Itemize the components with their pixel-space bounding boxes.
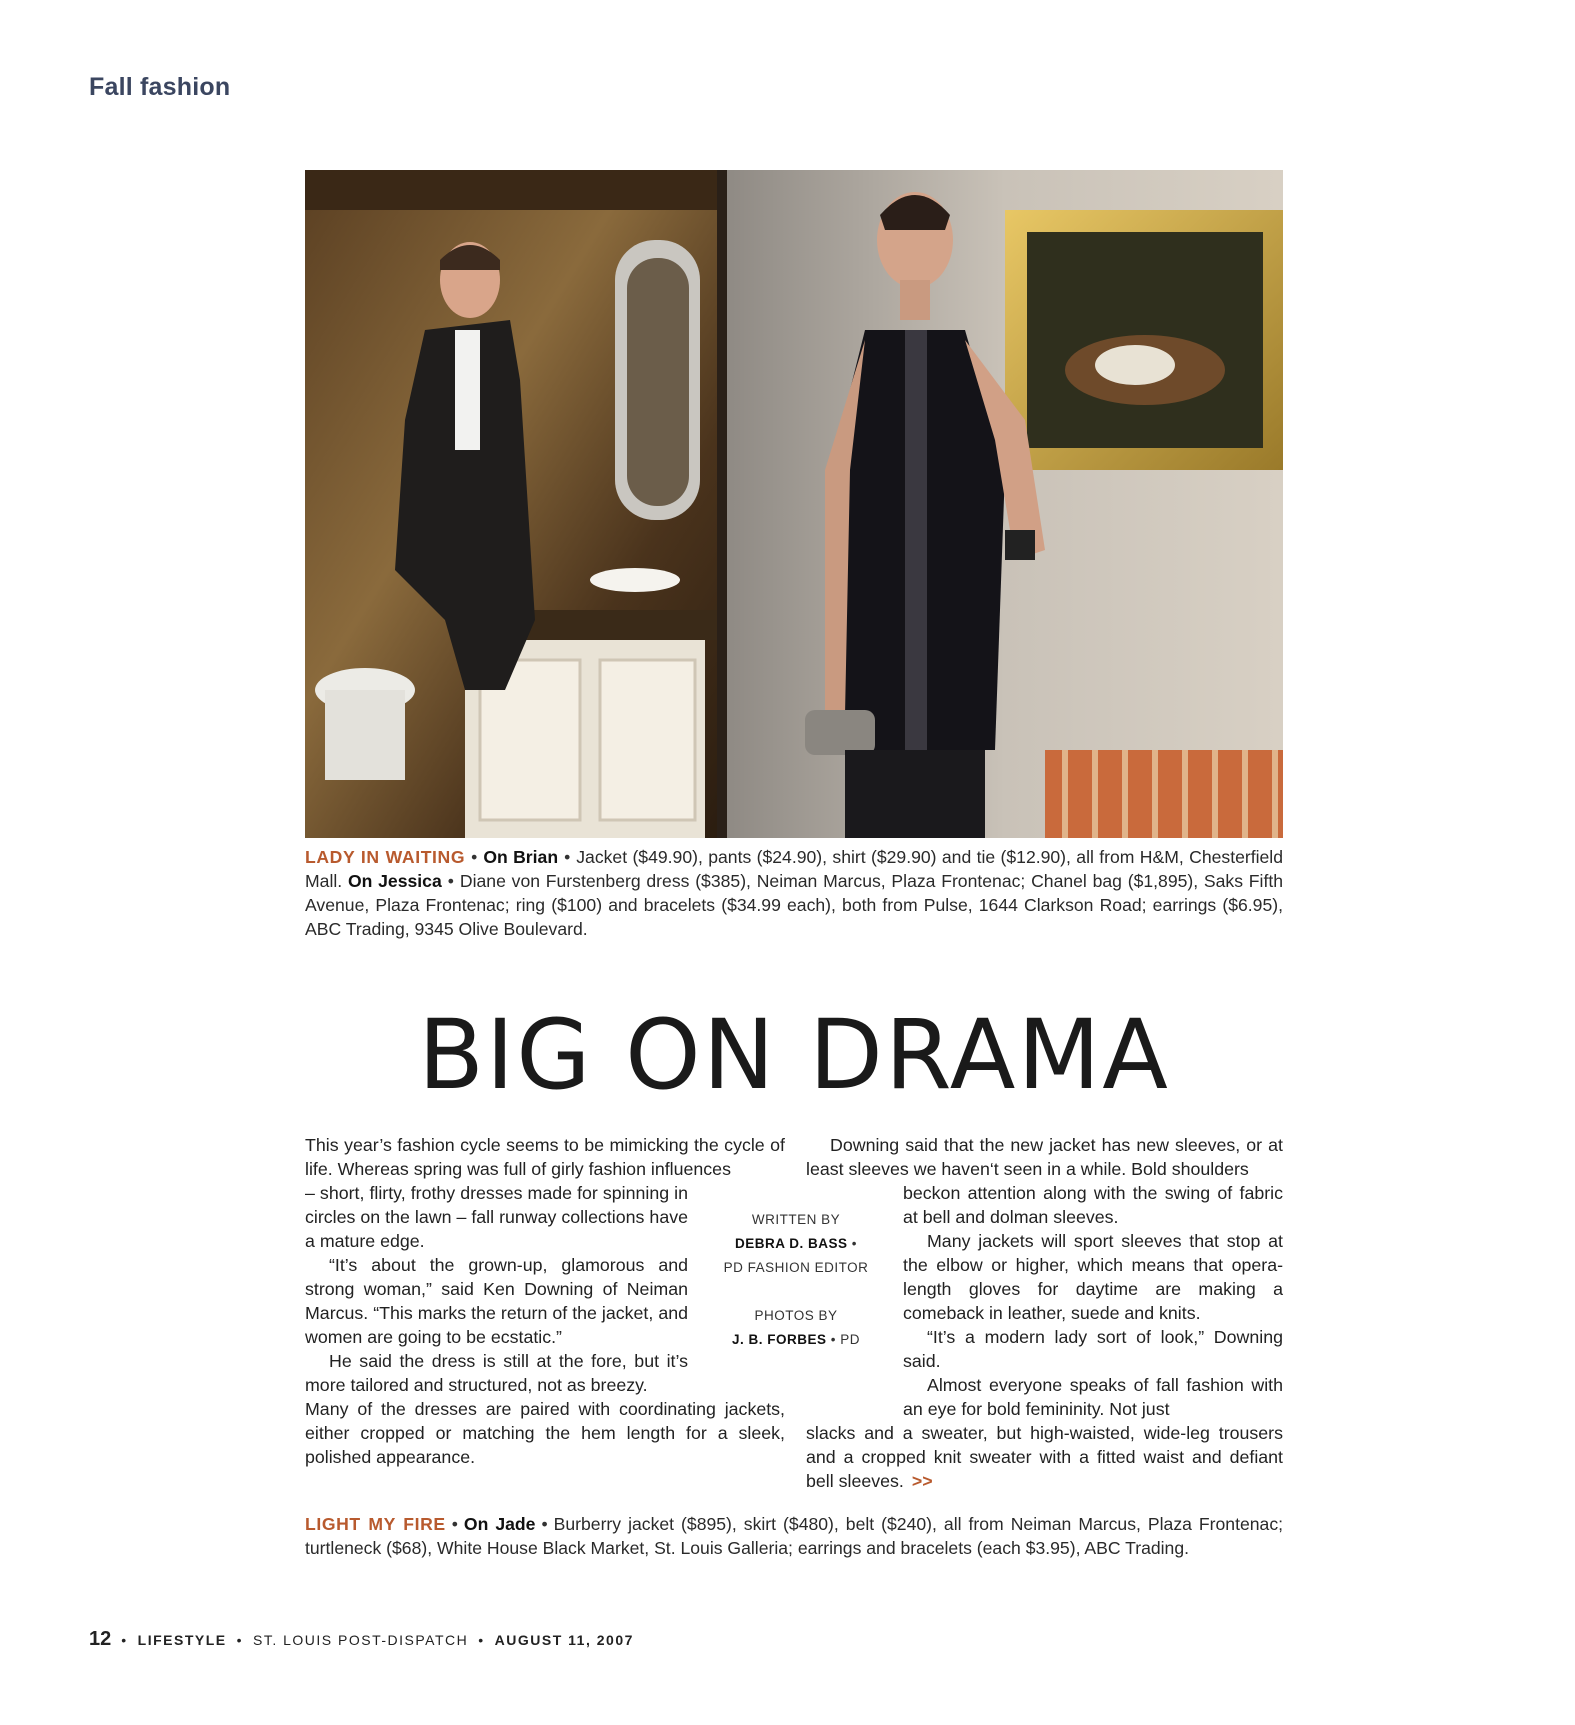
bullet: •	[541, 1514, 548, 1534]
bullet: •	[447, 871, 454, 891]
bullet: •	[830, 1332, 836, 1347]
section-label: Fall fashion	[89, 73, 231, 101]
paragraph: Almost everyone speaks of fall fashion with an eye for bold femininity. Not just	[903, 1375, 1283, 1419]
bullet: •	[451, 1514, 458, 1534]
bullet: •	[471, 847, 478, 867]
feature-photo	[305, 170, 1283, 838]
bullet: •	[236, 1632, 244, 1648]
paragraph: – short, flirty, frothy dresses made for spinning in circles on the lawn – fall runway collections have a mature edge.	[305, 1183, 688, 1251]
paragraph: He said the dress is still at the fore, but it’s more tailored and structured, not as breezy.	[305, 1351, 688, 1395]
caption-text-jessica: Diane von Furstenberg dress ($385), Neiman Marcus, Plaza Frontenac; Chanel bag ($1,895), Saks Fifth Avenue, Plaza Frontenac; ring ($100) and bracelets ($34.99 each), both from Pulse, 1644 Clarkson Road; earrings ($6.95), ABC Trading, 9345 Olive Boulevard.	[305, 871, 1284, 939]
written-by-label: WRITTEN BY	[751, 1212, 841, 1227]
caption-tag: LIGHT MY FIRE	[305, 1514, 446, 1534]
paragraph: slacks and a sweater, but high-waisted, wide-leg trousers and a cropped knit sweater with a fitted waist and defiant bell sleeves. >>	[806, 1423, 1283, 1491]
caption-name-jade: On Jade	[463, 1514, 536, 1534]
page-footer	[89, 1628, 634, 1651]
footer-publication: ST. LOUIS POST-DISPATCH	[253, 1632, 469, 1648]
photos-by-label: PHOTOS BY	[754, 1308, 838, 1323]
caption-text-jade: Burberry jacket ($895), skirt ($480), belt ($240), all from Neiman Marcus, Plaza Frontenac; turtleneck ($68), White House Black Market, St. Louis Galleria; earrings and bracelets (each $3.95), ABC Trading.	[305, 1514, 1284, 1558]
bullet: •	[121, 1632, 128, 1648]
bullet: •	[478, 1632, 485, 1648]
author-title: PD FASHION EDITOR	[723, 1260, 869, 1275]
footer-section: LIFESTYLE	[137, 1632, 227, 1648]
page-number: 12	[89, 1628, 112, 1650]
caption-name-brian: On Brian	[483, 847, 559, 867]
headline: BIG ON DRAMA	[418, 999, 1170, 1111]
bullet: •	[564, 847, 571, 867]
footer-date: AUGUST 11, 2007	[494, 1632, 634, 1648]
caption-text-brian: Jacket ($49.90), pants ($24.90), shirt ($29.90) and tie ($12.90), all from H&M, Chesterfield Mall.	[305, 847, 1284, 891]
paragraph: Many jackets will sport sleeves that stop at the elbow or higher, which means that opera-length gloves for daytime are making a comeback in leather, suede and knits.	[903, 1231, 1283, 1323]
photo-caption-bottom	[305, 1512, 1283, 1560]
paragraph: “It’s about the grown-up, glamorous and strong woman,” said Ken Downing of Neiman Marcus. “This marks the return of the jacket, and women are going to be ecstatic.”	[305, 1255, 688, 1347]
photographer-name: J. B. FORBES	[731, 1332, 827, 1347]
caption-name-jessica: On Jessica	[347, 871, 442, 891]
paragraph: This year’s fashion cycle seems to be mimicking the cycle of life. Whereas spring was full of girly fashion influences	[305, 1135, 785, 1179]
photo-caption-top	[305, 845, 1283, 941]
paragraph: Many of the dresses are paired with coordinating jackets, either cropped or matching the hem length for a sleek, polished appearance.	[305, 1399, 785, 1467]
photographer-org: PD	[840, 1332, 861, 1347]
bullet: •	[851, 1236, 857, 1251]
author-name: DEBRA D. BASS	[734, 1236, 848, 1251]
continued-arrow: >>	[911, 1471, 933, 1491]
photo-illustration	[305, 170, 1283, 838]
caption-tag: LADY IN WAITING	[305, 847, 466, 867]
paragraph: Downing said that the new jacket has new sleeves, or at least sleeves we haven‘t seen in a while. Bold shoulders	[806, 1135, 1283, 1179]
article-column-2	[806, 1133, 1283, 1493]
paragraph: beckon attention along with the swing of fabric at bell and dolman sleeves.	[903, 1183, 1283, 1227]
paragraph: “It’s a modern lady sort of look,” Downing said.	[903, 1327, 1283, 1371]
